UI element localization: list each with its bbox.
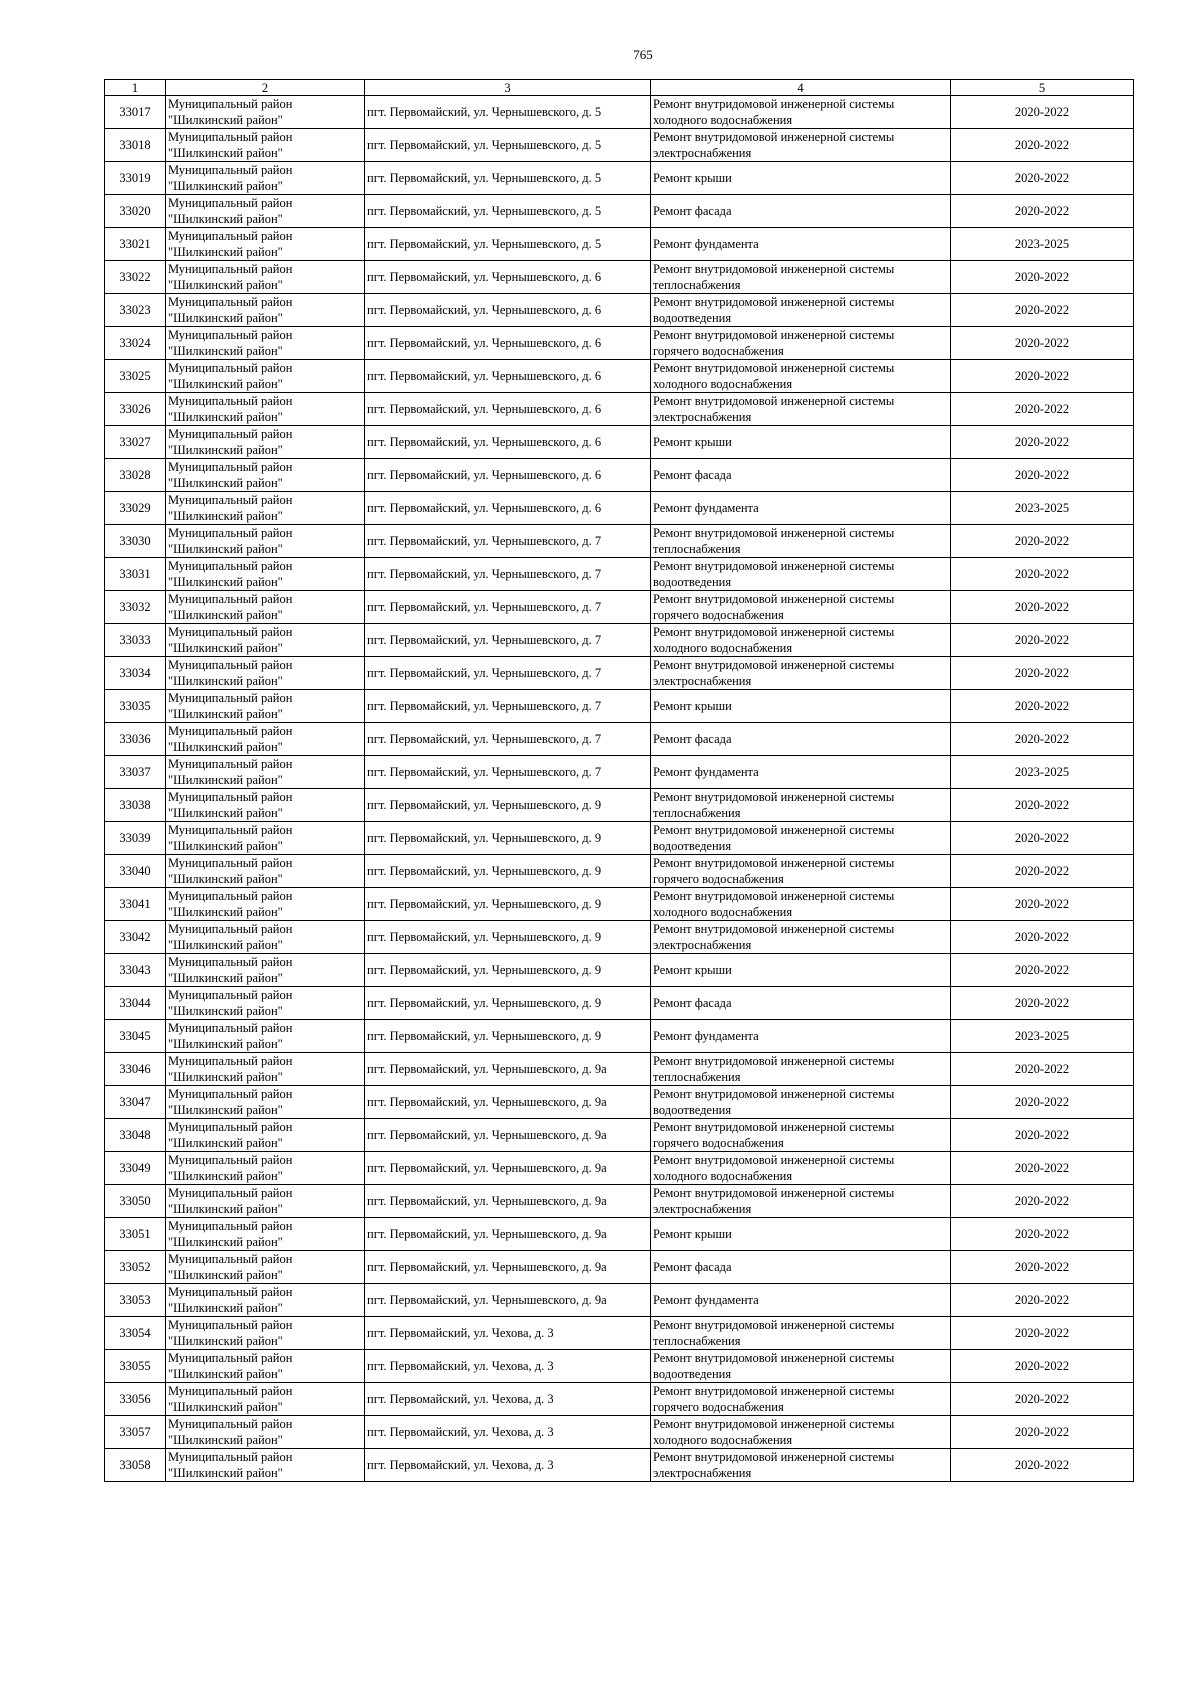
- address-cell: пгт. Первомайский, ул. Чернышевского, д. 9: [365, 1020, 651, 1053]
- address-cell: пгт. Первомайский, ул. Чехова, д. 3: [365, 1383, 651, 1416]
- district-cell: Муниципальный район "Шилкинский район": [166, 855, 365, 888]
- work-type-cell: Ремонт фундамента: [651, 1284, 951, 1317]
- row-number-cell: 33037: [105, 756, 166, 789]
- table-row: [105, 261, 1134, 294]
- address-cell: пгт. Первомайский, ул. Чернышевского, д. 5: [365, 228, 651, 261]
- district-cell: Муниципальный район "Шилкинский район": [166, 1416, 365, 1449]
- table-row: [105, 129, 1134, 162]
- period-cell: 2020-2022: [951, 888, 1134, 921]
- table-row: [105, 690, 1134, 723]
- work-type-cell: Ремонт внутридомовой инженерной системы электроснабжения: [651, 393, 951, 426]
- table-row: [105, 789, 1134, 822]
- table-row: [105, 327, 1134, 360]
- period-cell: 2020-2022: [951, 525, 1134, 558]
- work-type-cell: Ремонт внутридомовой инженерной системы теплоснабжения: [651, 789, 951, 822]
- table-body: [105, 96, 1134, 1482]
- period-cell: 2020-2022: [951, 1449, 1134, 1482]
- table-row: [105, 1383, 1134, 1416]
- row-number-cell: 33027: [105, 426, 166, 459]
- work-type-cell: Ремонт внутридомовой инженерной системы водоотведения: [651, 1350, 951, 1383]
- work-type-cell: Ремонт внутридомовой инженерной системы водоотведения: [651, 822, 951, 855]
- district-cell: Муниципальный район "Шилкинский район": [166, 162, 365, 195]
- district-cell: Муниципальный район "Шилкинский район": [166, 987, 365, 1020]
- table-row: [105, 1053, 1134, 1086]
- period-cell: 2020-2022: [951, 1185, 1134, 1218]
- address-cell: пгт. Первомайский, ул. Чернышевского, д. 9: [365, 954, 651, 987]
- work-type-cell: Ремонт внутридомовой инженерной системы водоотведения: [651, 1086, 951, 1119]
- address-cell: пгт. Первомайский, ул. Чернышевского, д. 9а: [365, 1086, 651, 1119]
- address-cell: пгт. Первомайский, ул. Чернышевского, д. 7: [365, 525, 651, 558]
- table-row: [105, 1185, 1134, 1218]
- period-cell: 2020-2022: [951, 426, 1134, 459]
- district-cell: Муниципальный район "Шилкинский район": [166, 789, 365, 822]
- address-cell: пгт. Первомайский, ул. Чернышевского, д. 5: [365, 129, 651, 162]
- address-cell: пгт. Первомайский, ул. Чернышевского, д. 9а: [365, 1152, 651, 1185]
- work-type-cell: Ремонт внутридомовой инженерной системы холодного водоснабжения: [651, 888, 951, 921]
- period-cell: 2020-2022: [951, 657, 1134, 690]
- period-cell: 2020-2022: [951, 1119, 1134, 1152]
- period-cell: 2020-2022: [951, 294, 1134, 327]
- address-cell: пгт. Первомайский, ул. Чернышевского, д. 9а: [365, 1218, 651, 1251]
- table-row: [105, 1218, 1134, 1251]
- column-header-2: 2: [166, 80, 365, 96]
- address-cell: пгт. Первомайский, ул. Чернышевского, д. 9а: [365, 1119, 651, 1152]
- table-row: [105, 96, 1134, 129]
- table-row: [105, 624, 1134, 657]
- period-cell: 2020-2022: [951, 393, 1134, 426]
- period-cell: 2020-2022: [951, 855, 1134, 888]
- table-row: [105, 1350, 1134, 1383]
- row-number-cell: 33054: [105, 1317, 166, 1350]
- address-cell: пгт. Первомайский, ул. Чернышевского, д. 9: [365, 987, 651, 1020]
- period-cell: 2020-2022: [951, 690, 1134, 723]
- district-cell: Муниципальный район "Шилкинский район": [166, 558, 365, 591]
- district-cell: Муниципальный район "Шилкинский район": [166, 624, 365, 657]
- work-type-cell: Ремонт фундамента: [651, 756, 951, 789]
- table-row: [105, 459, 1134, 492]
- table-row: [105, 888, 1134, 921]
- table-row: [105, 1020, 1134, 1053]
- row-number-cell: 33043: [105, 954, 166, 987]
- table-row: [105, 756, 1134, 789]
- table-row: [105, 1152, 1134, 1185]
- district-cell: Муниципальный район "Шилкинский район": [166, 1449, 365, 1482]
- table-row: [105, 162, 1134, 195]
- district-cell: Муниципальный район "Шилкинский район": [166, 327, 365, 360]
- row-number-cell: 33041: [105, 888, 166, 921]
- row-number-cell: 33055: [105, 1350, 166, 1383]
- period-cell: 2020-2022: [951, 195, 1134, 228]
- address-cell: пгт. Первомайский, ул. Чернышевского, д. 7: [365, 624, 651, 657]
- period-cell: 2023-2025: [951, 756, 1134, 789]
- work-type-cell: Ремонт внутридомовой инженерной системы холодного водоснабжения: [651, 1416, 951, 1449]
- address-cell: пгт. Первомайский, ул. Чехова, д. 3: [365, 1350, 651, 1383]
- address-cell: пгт. Первомайский, ул. Чернышевского, д. 9а: [365, 1251, 651, 1284]
- column-header-1: 1: [105, 80, 166, 96]
- district-cell: Муниципальный район "Шилкинский район": [166, 954, 365, 987]
- address-cell: пгт. Первомайский, ул. Чернышевского, д. 7: [365, 690, 651, 723]
- work-type-cell: Ремонт внутридомовой инженерной системы водоотведения: [651, 558, 951, 591]
- row-number-cell: 33034: [105, 657, 166, 690]
- district-cell: Муниципальный район "Шилкинский район": [166, 1152, 365, 1185]
- district-cell: Муниципальный район "Шилкинский район": [166, 1383, 365, 1416]
- row-number-cell: 33056: [105, 1383, 166, 1416]
- row-number-cell: 33036: [105, 723, 166, 756]
- work-type-cell: Ремонт внутридомовой инженерной системы электроснабжения: [651, 921, 951, 954]
- district-cell: Муниципальный район "Шилкинский район": [166, 426, 365, 459]
- row-number-cell: 33019: [105, 162, 166, 195]
- district-cell: Муниципальный район "Шилкинский район": [166, 96, 365, 129]
- district-cell: Муниципальный район "Шилкинский район": [166, 1350, 365, 1383]
- row-number-cell: 33025: [105, 360, 166, 393]
- work-type-cell: Ремонт фасада: [651, 1251, 951, 1284]
- period-cell: 2020-2022: [951, 96, 1134, 129]
- address-cell: пгт. Первомайский, ул. Чернышевского, д. 6: [365, 261, 651, 294]
- address-cell: пгт. Первомайский, ул. Чернышевского, д. 6: [365, 294, 651, 327]
- district-cell: Муниципальный район "Шилкинский район": [166, 1020, 365, 1053]
- address-cell: пгт. Первомайский, ул. Чернышевского, д. 9: [365, 855, 651, 888]
- row-number-cell: 33038: [105, 789, 166, 822]
- address-cell: пгт. Первомайский, ул. Чернышевского, д. 7: [365, 591, 651, 624]
- table-row: [105, 1251, 1134, 1284]
- district-cell: Муниципальный район "Шилкинский район": [166, 1086, 365, 1119]
- district-cell: Муниципальный район "Шилкинский район": [166, 888, 365, 921]
- row-number-cell: 33021: [105, 228, 166, 261]
- address-cell: пгт. Первомайский, ул. Чернышевского, д. 6: [365, 327, 651, 360]
- district-cell: Муниципальный район "Шилкинский район": [166, 822, 365, 855]
- row-number-cell: 33057: [105, 1416, 166, 1449]
- table-row: [105, 1317, 1134, 1350]
- row-number-cell: 33024: [105, 327, 166, 360]
- address-cell: пгт. Первомайский, ул. Чернышевского, д. 6: [365, 492, 651, 525]
- work-type-cell: Ремонт фундамента: [651, 492, 951, 525]
- address-cell: пгт. Первомайский, ул. Чехова, д. 3: [365, 1317, 651, 1350]
- district-cell: Муниципальный район "Шилкинский район": [166, 1251, 365, 1284]
- work-type-cell: Ремонт внутридомовой инженерной системы горячего водоснабжения: [651, 1119, 951, 1152]
- table-row: [105, 294, 1134, 327]
- row-number-cell: 33026: [105, 393, 166, 426]
- address-cell: пгт. Первомайский, ул. Чернышевского, д. 9: [365, 789, 651, 822]
- district-cell: Муниципальный район "Шилкинский район": [166, 525, 365, 558]
- address-cell: пгт. Первомайский, ул. Чернышевского, д. 5: [365, 162, 651, 195]
- work-type-cell: Ремонт внутридомовой инженерной системы электроснабжения: [651, 129, 951, 162]
- district-cell: Муниципальный район "Шилкинский район": [166, 1119, 365, 1152]
- row-number-cell: 33050: [105, 1185, 166, 1218]
- work-type-cell: Ремонт внутридомовой инженерной системы горячего водоснабжения: [651, 1383, 951, 1416]
- work-type-cell: Ремонт фасада: [651, 723, 951, 756]
- table-row: [105, 954, 1134, 987]
- page-number: 765: [633, 47, 653, 62]
- row-number-cell: 33051: [105, 1218, 166, 1251]
- table-row: [105, 1284, 1134, 1317]
- district-cell: Муниципальный район "Шилкинский район": [166, 756, 365, 789]
- table-row: [105, 195, 1134, 228]
- district-cell: Муниципальный район "Шилкинский район": [166, 459, 365, 492]
- period-cell: 2020-2022: [951, 591, 1134, 624]
- row-number-cell: 33035: [105, 690, 166, 723]
- period-cell: 2020-2022: [951, 558, 1134, 591]
- row-number-cell: 33040: [105, 855, 166, 888]
- district-cell: Муниципальный район "Шилкинский район": [166, 228, 365, 261]
- work-type-cell: Ремонт фасада: [651, 987, 951, 1020]
- table-row: [105, 723, 1134, 756]
- district-cell: Муниципальный район "Шилкинский район": [166, 195, 365, 228]
- table-row: [105, 492, 1134, 525]
- work-type-cell: Ремонт фундамента: [651, 1020, 951, 1053]
- row-number-cell: 33053: [105, 1284, 166, 1317]
- address-cell: пгт. Первомайский, ул. Чернышевского, д. 6: [365, 360, 651, 393]
- row-number-cell: 33032: [105, 591, 166, 624]
- period-cell: 2020-2022: [951, 1152, 1134, 1185]
- work-type-cell: Ремонт фасада: [651, 459, 951, 492]
- row-number-cell: 33017: [105, 96, 166, 129]
- district-cell: Муниципальный район "Шилкинский район": [166, 690, 365, 723]
- period-cell: 2020-2022: [951, 1383, 1134, 1416]
- period-cell: 2020-2022: [951, 1218, 1134, 1251]
- period-cell: 2020-2022: [951, 1416, 1134, 1449]
- work-type-cell: Ремонт внутридомовой инженерной системы горячего водоснабжения: [651, 591, 951, 624]
- table-row: [105, 987, 1134, 1020]
- work-type-cell: Ремонт фасада: [651, 195, 951, 228]
- address-cell: пгт. Первомайский, ул. Чернышевского, д. 9а: [365, 1185, 651, 1218]
- work-type-cell: Ремонт крыши: [651, 690, 951, 723]
- district-cell: Муниципальный район "Шилкинский район": [166, 1317, 365, 1350]
- period-cell: 2020-2022: [951, 327, 1134, 360]
- address-cell: пгт. Первомайский, ул. Чернышевского, д. 9а: [365, 1284, 651, 1317]
- period-cell: 2023-2025: [951, 1020, 1134, 1053]
- district-cell: Муниципальный район "Шилкинский район": [166, 657, 365, 690]
- column-number-row: [105, 80, 1134, 96]
- table-row: [105, 1119, 1134, 1152]
- row-number-cell: 33049: [105, 1152, 166, 1185]
- work-type-cell: Ремонт внутридомовой инженерной системы электроснабжения: [651, 1185, 951, 1218]
- table-row: [105, 1416, 1134, 1449]
- table-row: [105, 228, 1134, 261]
- district-cell: Муниципальный район "Шилкинский район": [166, 360, 365, 393]
- register-table: [104, 79, 1134, 1482]
- row-number-cell: 33030: [105, 525, 166, 558]
- work-type-cell: Ремонт внутридомовой инженерной системы электроснабжения: [651, 1449, 951, 1482]
- period-cell: 2020-2022: [951, 921, 1134, 954]
- district-cell: Муниципальный район "Шилкинский район": [166, 1218, 365, 1251]
- work-type-cell: Ремонт внутридомовой инженерной системы электроснабжения: [651, 657, 951, 690]
- district-cell: Муниципальный район "Шилкинский район": [166, 1284, 365, 1317]
- address-cell: пгт. Первомайский, ул. Чехова, д. 3: [365, 1449, 651, 1482]
- table-row: [105, 360, 1134, 393]
- work-type-cell: Ремонт крыши: [651, 1218, 951, 1251]
- table-row: [105, 855, 1134, 888]
- work-type-cell: Ремонт крыши: [651, 954, 951, 987]
- district-cell: Муниципальный район "Шилкинский район": [166, 129, 365, 162]
- address-cell: пгт. Первомайский, ул. Чехова, д. 3: [365, 1416, 651, 1449]
- address-cell: пгт. Первомайский, ул. Чернышевского, д. 6: [365, 393, 651, 426]
- row-number-cell: 33031: [105, 558, 166, 591]
- work-type-cell: Ремонт крыши: [651, 426, 951, 459]
- address-cell: пгт. Первомайский, ул. Чернышевского, д. 5: [365, 195, 651, 228]
- address-cell: пгт. Первомайский, ул. Чернышевского, д. 9: [365, 888, 651, 921]
- address-cell: пгт. Первомайский, ул. Чернышевского, д. 7: [365, 558, 651, 591]
- address-cell: пгт. Первомайский, ул. Чернышевского, д. 7: [365, 723, 651, 756]
- address-cell: пгт. Первомайский, ул. Чернышевского, д. 9а: [365, 1053, 651, 1086]
- work-type-cell: Ремонт внутридомовой инженерной системы теплоснабжения: [651, 261, 951, 294]
- work-type-cell: Ремонт внутридомовой инженерной системы теплоснабжения: [651, 1317, 951, 1350]
- address-cell: пгт. Первомайский, ул. Чернышевского, д. 7: [365, 756, 651, 789]
- district-cell: Муниципальный район "Шилкинский район": [166, 1185, 365, 1218]
- work-type-cell: Ремонт внутридомовой инженерной системы холодного водоснабжения: [651, 624, 951, 657]
- row-number-cell: 33033: [105, 624, 166, 657]
- row-number-cell: 33020: [105, 195, 166, 228]
- work-type-cell: Ремонт крыши: [651, 162, 951, 195]
- row-number-cell: 33048: [105, 1119, 166, 1152]
- work-type-cell: Ремонт внутридомовой инженерной системы холодного водоснабжения: [651, 1152, 951, 1185]
- row-number-cell: 33045: [105, 1020, 166, 1053]
- table-row: [105, 1449, 1134, 1482]
- row-number-cell: 33023: [105, 294, 166, 327]
- column-header-5: 5: [951, 80, 1134, 96]
- work-type-cell: Ремонт внутридомовой инженерной системы теплоснабжения: [651, 1053, 951, 1086]
- row-number-cell: 33052: [105, 1251, 166, 1284]
- table-row: [105, 558, 1134, 591]
- district-cell: Муниципальный район "Шилкинский район": [166, 1053, 365, 1086]
- period-cell: 2020-2022: [951, 1086, 1134, 1119]
- address-cell: пгт. Первомайский, ул. Чернышевского, д. 6: [365, 426, 651, 459]
- table-row: [105, 1086, 1134, 1119]
- row-number-cell: 33039: [105, 822, 166, 855]
- table-row: [105, 393, 1134, 426]
- period-cell: 2020-2022: [951, 723, 1134, 756]
- district-cell: Муниципальный район "Шилкинский район": [166, 261, 365, 294]
- table-row: [105, 525, 1134, 558]
- table-row: [105, 657, 1134, 690]
- address-cell: пгт. Первомайский, ул. Чернышевского, д. 7: [365, 657, 651, 690]
- row-number-cell: 33029: [105, 492, 166, 525]
- district-cell: Муниципальный район "Шилкинский район": [166, 393, 365, 426]
- period-cell: 2023-2025: [951, 492, 1134, 525]
- work-type-cell: Ремонт фундамента: [651, 228, 951, 261]
- work-type-cell: Ремонт внутридомовой инженерной системы горячего водоснабжения: [651, 855, 951, 888]
- period-cell: 2020-2022: [951, 624, 1134, 657]
- work-type-cell: Ремонт внутридомовой инженерной системы водоотведения: [651, 294, 951, 327]
- work-type-cell: Ремонт внутридомовой инженерной системы холодного водоснабжения: [651, 360, 951, 393]
- address-cell: пгт. Первомайский, ул. Чернышевского, д. 9: [365, 921, 651, 954]
- column-header-4: 4: [651, 80, 951, 96]
- work-type-cell: Ремонт внутридомовой инженерной системы горячего водоснабжения: [651, 327, 951, 360]
- row-number-cell: 33042: [105, 921, 166, 954]
- table-row: [105, 591, 1134, 624]
- period-cell: 2020-2022: [951, 1317, 1134, 1350]
- row-number-cell: 33044: [105, 987, 166, 1020]
- period-cell: 2020-2022: [951, 1251, 1134, 1284]
- period-cell: 2020-2022: [951, 987, 1134, 1020]
- row-number-cell: 33058: [105, 1449, 166, 1482]
- period-cell: 2020-2022: [951, 1053, 1134, 1086]
- period-cell: 2020-2022: [951, 261, 1134, 294]
- address-cell: пгт. Первомайский, ул. Чернышевского, д. 5: [365, 96, 651, 129]
- period-cell: 2020-2022: [951, 162, 1134, 195]
- column-header-3: 3: [365, 80, 651, 96]
- work-type-cell: Ремонт внутридомовой инженерной системы холодного водоснабжения: [651, 96, 951, 129]
- table-row: [105, 921, 1134, 954]
- period-cell: 2020-2022: [951, 459, 1134, 492]
- district-cell: Муниципальный район "Шилкинский район": [166, 591, 365, 624]
- address-cell: пгт. Первомайский, ул. Чернышевского, д. 6: [365, 459, 651, 492]
- period-cell: 2020-2022: [951, 789, 1134, 822]
- table-row: [105, 822, 1134, 855]
- period-cell: 2020-2022: [951, 1350, 1134, 1383]
- row-number-cell: 33022: [105, 261, 166, 294]
- period-cell: 2020-2022: [951, 360, 1134, 393]
- row-number-cell: 33028: [105, 459, 166, 492]
- row-number-cell: 33047: [105, 1086, 166, 1119]
- district-cell: Муниципальный район "Шилкинский район": [166, 921, 365, 954]
- period-cell: 2020-2022: [951, 954, 1134, 987]
- period-cell: 2020-2022: [951, 822, 1134, 855]
- row-number-cell: 33018: [105, 129, 166, 162]
- address-cell: пгт. Первомайский, ул. Чернышевского, д. 9: [365, 822, 651, 855]
- period-cell: 2023-2025: [951, 228, 1134, 261]
- district-cell: Муниципальный район "Шилкинский район": [166, 723, 365, 756]
- period-cell: 2020-2022: [951, 1284, 1134, 1317]
- period-cell: 2020-2022: [951, 129, 1134, 162]
- work-type-cell: Ремонт внутридомовой инженерной системы теплоснабжения: [651, 525, 951, 558]
- district-cell: Муниципальный район "Шилкинский район": [166, 492, 365, 525]
- district-cell: Муниципальный район "Шилкинский район": [166, 294, 365, 327]
- table-row: [105, 426, 1134, 459]
- row-number-cell: 33046: [105, 1053, 166, 1086]
